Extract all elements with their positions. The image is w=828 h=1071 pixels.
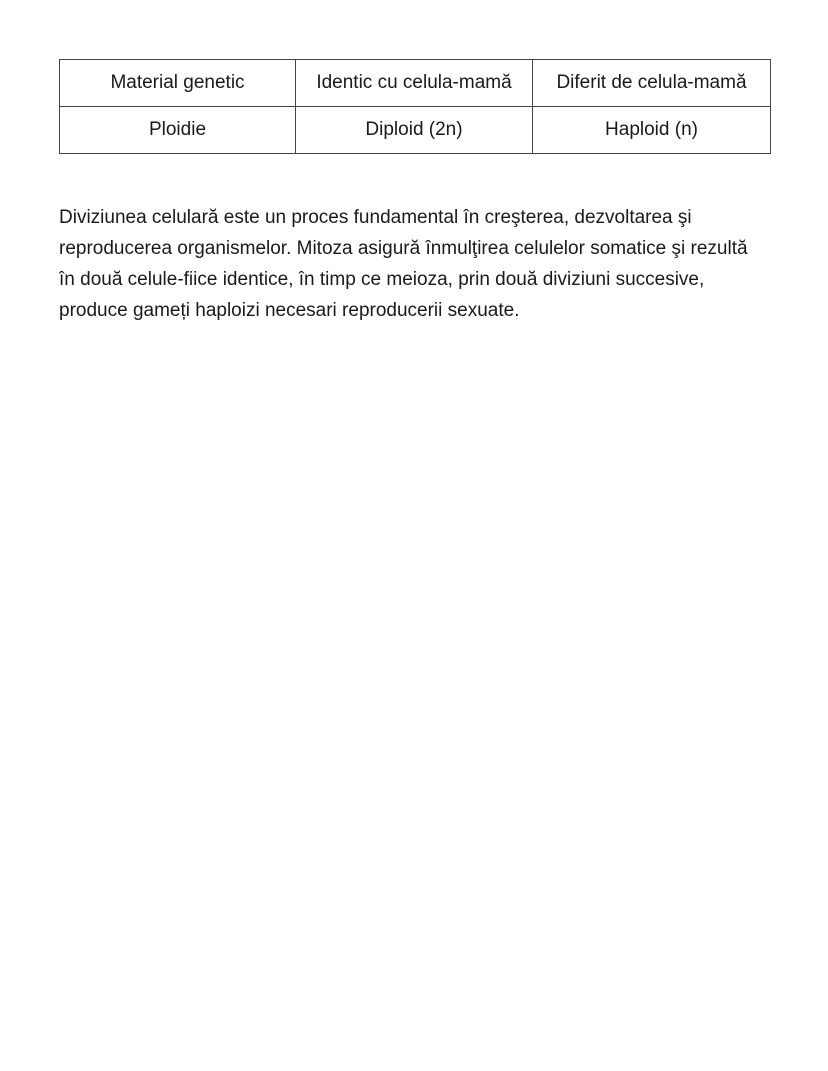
body-paragraph: Diviziunea celulară este un proces fundamental în creşterea, dezvoltarea şi reproducerea organismelor. Mitoza asigură înmulţirea celulelor somatice şi rezultă în două celule-fiice identice, în timp ce meioza, prin două diviziuni succesive, produce gameți haploizi necesari reproducerii sexuate. [59,207,748,321]
table-cell-row-label: Ploidie [60,107,296,154]
table-cell-mitosis: Diploid (2n) [296,107,533,154]
table-cell-row-label: Material genetic [60,60,296,107]
comparison-table [59,59,771,154]
table-row [60,107,771,154]
table-cell-mitosis: Identic cu celula-mamă [296,60,533,107]
table-cell-meiosis: Diferit de celula-mamă [533,60,771,107]
table-row [60,60,771,107]
table-cell-meiosis: Haploid (n) [533,107,771,154]
document-page [59,59,770,326]
